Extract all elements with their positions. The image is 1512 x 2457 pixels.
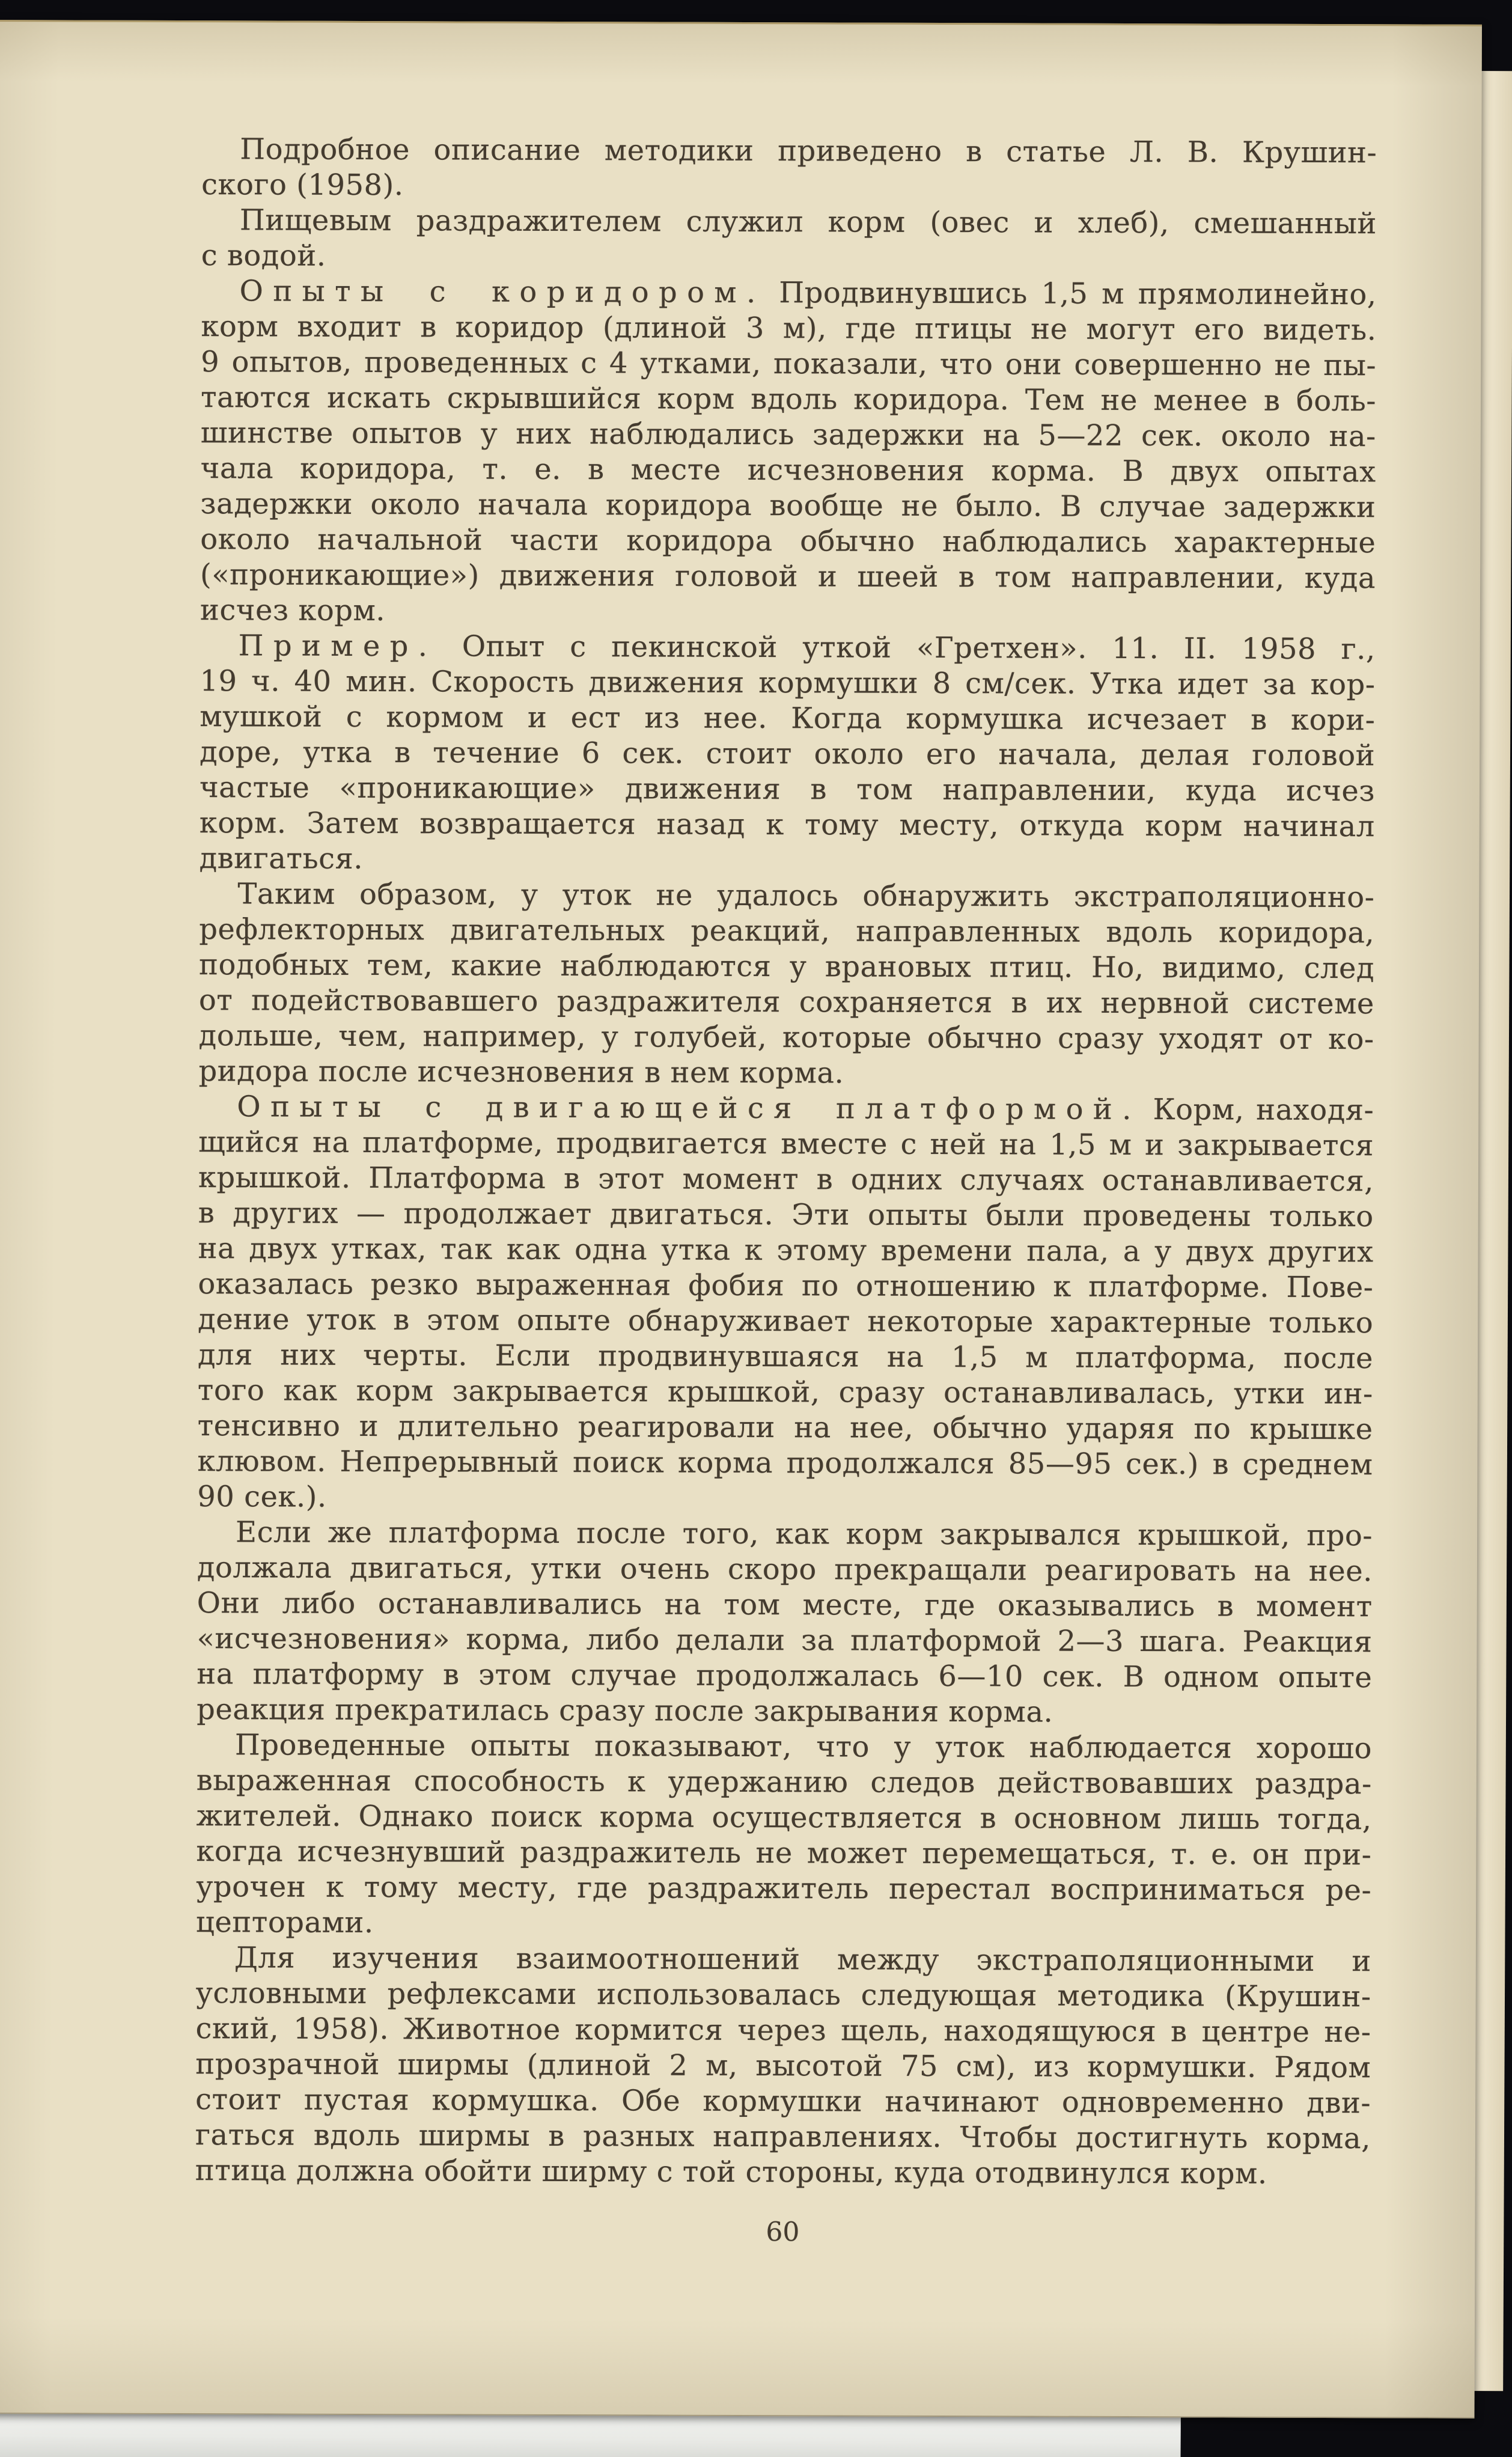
text-line: Опыты с коридором. Продвинувшись 1,5 м прямолинейно, [239, 274, 1377, 312]
text-line: около начальной части коридора обычно наблюдались характерные [200, 522, 1376, 560]
text-line: гаться вдоль ширмы в разных направлениях. Чтобы достигнуть корма, [195, 2118, 1371, 2156]
text-block [195, 132, 1377, 2192]
text-line: 90 сек.). [197, 1480, 327, 1514]
text-line: Для изучения взаимоотношений между экстраполяционными и [234, 1941, 1371, 1979]
text-line: рефлекторных двигательных реакций, направленных вдоль коридора, [199, 912, 1375, 950]
text-line: мушкой с кормом и ест из нее. Когда кормушка исчезает в кори- [200, 700, 1376, 737]
text-line: ский, 1958). Животное кормится через щель, находящуюся в центре не- [195, 2012, 1371, 2050]
paragraph [197, 1515, 1373, 1731]
text-line: с водой. [201, 239, 326, 273]
text-line: («проникающие») движения головой и шеей в том направлении, куда [200, 558, 1376, 596]
text-line: ридора после исчезновения в нем корма. [198, 1054, 844, 1090]
text-line: стоит пустая кормушка. Обе кормушки начинают одновременно дви- [195, 2083, 1371, 2120]
text-line: должала двигаться, утки очень скоро прекращали реагировать на нее. [197, 1551, 1373, 1589]
text-line: выраженная способность к удержанию следов действовавших раздра- [196, 1763, 1372, 1801]
paragraph [200, 273, 1377, 632]
letterspaced-emphasis: Пример. [238, 629, 437, 664]
text-line: на двух утках, так как одна утка к этому времени пала, а у двух других [198, 1232, 1374, 1269]
text-line: двигаться. [199, 841, 364, 876]
text-line: реакция прекратилась сразу после закрывания корма. [197, 1692, 1053, 1729]
text-line: цепторами. [195, 1905, 374, 1940]
text-line: Таким образом, у уток не удалось обнаружить экстраполяционно- [237, 877, 1375, 915]
text-line: дение уток в этом опыте обнаруживает некоторые характерные только [198, 1302, 1374, 1340]
text-line: тенсивно и длительно реагировали на нее, обычно ударяя по крышке [197, 1409, 1373, 1447]
text-line: «исчезновения» корма, либо делали за платформой 2—3 шага. Реакция [197, 1622, 1373, 1659]
paragraph [201, 132, 1377, 206]
text-line: ского (1958). [201, 168, 404, 203]
book-page [0, 20, 1482, 2419]
text-line: прозрачной ширмы (длиной 2 м, высотой 75 см), из кормушки. Рядом [195, 2047, 1371, 2085]
text-line: частые «проникающие» движения в том направлении, куда исчез [199, 771, 1376, 808]
text-line: условными рефлексами использовалась следующая методика (Крушин- [195, 1976, 1371, 2014]
text-line: оказалась резко выраженная фобия по отношению к платформе. Пове- [198, 1267, 1374, 1305]
text-line: в других — продолжает двигаться. Эти опыты были проведены только [198, 1196, 1374, 1234]
text-line: для них черты. Если продвинувшаяся на 1,5 м платформа, после [197, 1338, 1374, 1376]
text-line: Подробное описание методики приведено в статье Л. В. Крушин- [240, 132, 1377, 170]
text-line: Проведенные опыты показывают, что у уток наблюдается хорошо [234, 1728, 1373, 1766]
text-line: 9 опытов, проведенных с 4 утками, показали, что они совершенно не пы- [201, 345, 1377, 383]
letterspaced-emphasis: Опыты с двигающейся платформой. [237, 1090, 1141, 1127]
text-line: доре, утка в течение 6 сек. стоит около его начала, делая головой [200, 735, 1376, 773]
text-line: Опыты с двигающейся платформой. Корм, находя- [237, 1090, 1374, 1128]
paragraph [197, 1089, 1374, 1518]
text-line: того как корм закрывается крышкой, сразу останавливалась, утки ин- [197, 1373, 1373, 1411]
text-line: на платформу в этом случае продолжалась 6—10 сек. В одном опыте [197, 1657, 1373, 1695]
text-line: дольше, чем, например, у голубей, которые обычно сразу уходят от ко- [198, 1019, 1374, 1057]
text-line: задержки около начала коридора вообще не было. В случае задержки [200, 487, 1376, 525]
text-line: Пищевым раздражителем служил корм (овес и хлеб), смешанный [239, 203, 1377, 241]
text-line: клювом. Непрерывный поиск корма продолжался 85—95 сек.) в среднем [197, 1444, 1373, 1482]
text-line: Пример. Опыт с пекинской уткой «Гретхен». 11. II. 1958 г., [238, 629, 1376, 667]
text-line: 19 ч. 40 мин. Скорость движения кормушки 8 см/сек. Утка идет за кор- [200, 664, 1376, 702]
page-number: 60 [766, 2217, 800, 2248]
text-line: жителей. Однако поиск корма осуществляется в основном лишь тогда, [196, 1799, 1372, 1837]
text-line: щийся на платформе, продвигается вместе с ней на 1,5 м и закрывается [198, 1125, 1374, 1163]
paragraph [195, 1940, 1371, 2192]
text-line: крышкой. Платформа в этот момент в одних случаях останавливается, [198, 1161, 1374, 1198]
text-line: урочен к тому месту, где раздражитель перестал восприниматься ре- [196, 1870, 1372, 1908]
text-line: таются искать скрывшийся корм вдоль коридора. Тем не менее в боль- [200, 380, 1377, 418]
text-line: шинстве опытов у них наблюдались задержки на 5—22 сек. около на- [200, 416, 1376, 454]
text-line: от подействовавшего раздражителя сохраняется в их нервной системе [198, 983, 1374, 1021]
text-line: Если же платформа после того, как корм закрывался крышкой, про- [236, 1515, 1373, 1553]
text-line: корм. Затем возвращается назад к тому месту, откуда корм начинал [199, 806, 1375, 844]
text-line: когда исчезнувший раздражитель не может перемещаться, т. е. он при- [196, 1834, 1372, 1872]
paragraph [201, 203, 1377, 277]
text-line: Они либо останавливались на том месте, где оказывались в момент [197, 1586, 1373, 1624]
text-line: подобных тем, какие наблюдаются у врановых птиц. Но, видимо, след [198, 948, 1375, 986]
paragraph [200, 628, 1376, 880]
text-line: корм входит в коридор (длиной 3 м), где птицы не могут его видеть. [201, 310, 1377, 347]
text-line: исчез корм. [200, 593, 386, 628]
paragraph [198, 876, 1374, 1093]
text-line: чала коридора, т. е. в месте исчезновения корма. В двух опытах [200, 451, 1376, 489]
paragraph [196, 1727, 1372, 1944]
text-line: птица должна обойти ширму с той стороны, куда отодвинулся корм. [195, 2153, 1267, 2191]
letterspaced-emphasis: Опыты с коридором. [239, 274, 766, 310]
